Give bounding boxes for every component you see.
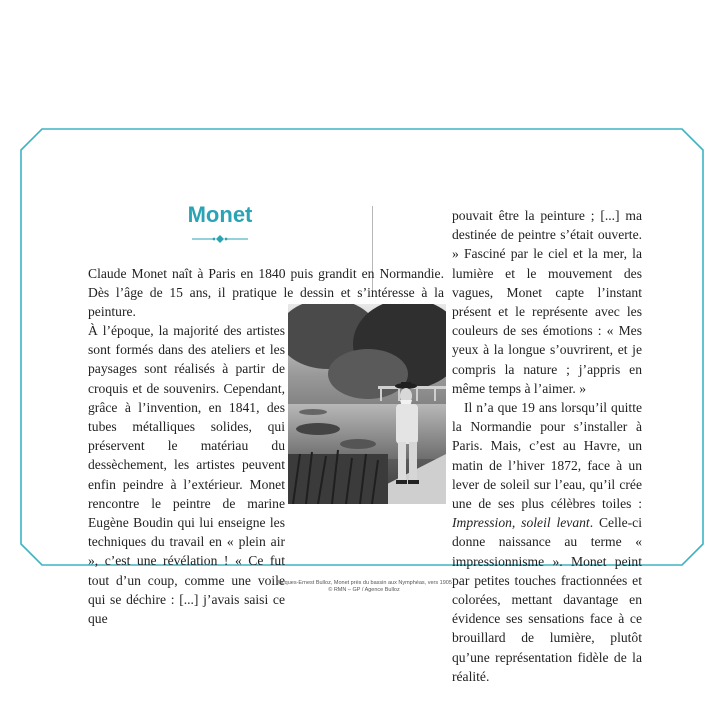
havre-text-2: . Celle-ci donne naissance au terme « impressionnisme ». Monet peint par petites touches fractionnées et colorées, mettant davantage en évidence ses sensations face à ce brouillard de lumière, plutôt qu’une représentation fidèle de la réalité. [452, 515, 642, 684]
quote-text: pouvait être la peinture ; [...] ma destinée de peintre s’était ouverte. » Fasciné par le ciel et la mer, la lumière et le mouvement des vagues, Monet capte l’instant présent et le représente avec les couleurs de ses émotions : « Mes yeux à la longue s’ouvrirent, et je compris la nature ; j’appris en même temps à l’aimer. » [452, 208, 642, 396]
caption-line-1: Jacques-Ernest Bulloz, Monet près du bassin aux Nymphéas, vers 1905 [276, 580, 452, 586]
photo-caption [200, 580, 528, 594]
monet-photo [288, 304, 446, 504]
plein-air-paragraph: À l’époque, la majorité des artistes sont formés dans des ateliers et les paysages sont réalisés à partir de croquis et de souvenirs. Cependant, grâce à l’invention, en 1841, des tubes métalliques solides, qui préservent le matériau du dessèchement, les artistes peuvent enfin peindre à l’extérieur. Monet rencontre le peintre de marine Eugène Boudin qui lui enseigne les techniques du travail en « plein air », c’est une révélation ! « Ce fut tout d’un coup, comme une voile qui se déchire : [...] j’avais saisi ce que [88, 323, 285, 627]
title-ornament-icon [190, 232, 250, 244]
page-title: Monet [187, 202, 253, 227]
painting-title: Impression, soleil levant [452, 515, 590, 531]
monet-photo-image [288, 304, 446, 504]
quote-paragraph [452, 206, 642, 686]
caption-line-2: © RMN – GP / Agence Bulloz [328, 587, 400, 593]
intro-paragraph: Claude Monet naît à Paris en 1840 puis grandit en Normandie. Dès l’âge de 15 ans, il pratique le dessin et s’intéresse à la peinture. [88, 266, 444, 320]
havre-text-1: Il n’a que 19 ans lorsqu’il quitte la Normandie pour s’installer à Paris. Mais, c’est au Havre, un matin de l’hiver 1872, face à un lever de soleil sur l’eau, qu’il crée une de ses plus célèbres toiles : [452, 400, 642, 512]
